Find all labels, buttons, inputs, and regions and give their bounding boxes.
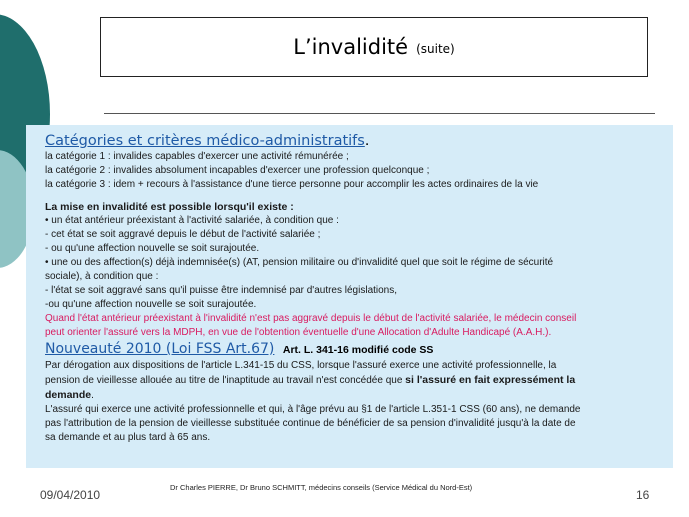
mdph-note-line: peut orienter l'assuré vers la MDPH, en vue de l'obtention éventuelle d'une Allocation d'Adulte Handicapé (A.A.H.). [45, 327, 552, 338]
categories-heading: Catégories et critères médico-administratifs [45, 133, 365, 149]
nouveaute-heading: Nouveauté 2010 (Loi FSS Art.67) [45, 341, 275, 357]
nouveaute-line: sa demande et au plus tard à 65 ans. [45, 432, 211, 443]
condition-line: • une ou des affection(s) déjà indemnisée(s) (AT, pension militaire ou d'invalidité quel que soit le régime de sécurité [45, 257, 554, 268]
categories-heading-end: . [364, 132, 370, 149]
nouveaute-line: pas l'attribution de la pension de vieillesse substituée continue de bénéficier de sa pension d'invalidité jusqu'à la date de [45, 418, 576, 429]
nouveaute-emphasis-end: demande [45, 389, 92, 401]
condition-line: sociale), à condition que : [45, 271, 159, 282]
categories-heading-row [45, 132, 673, 150]
article-ref: Art. L. 341-16 [282, 344, 349, 356]
nouveaute-line [45, 373, 673, 388]
nouveaute-period: . [91, 390, 94, 401]
condition-line: - ou qu'une affection nouvelle se soit surajoutée. [45, 243, 260, 254]
category-line: la catégorie 1 : invalides capables d'exercer une activité rémunérée ; [45, 151, 349, 162]
title-box [100, 17, 648, 77]
category-line: la catégorie 3 : idem + recours à l'assistance d'une tierce personne pour accomplir les actes ordinaires de la vie [45, 179, 539, 190]
condition-line: -ou qu'une affection nouvelle se soit surajoutée. [45, 299, 257, 310]
content-panel [26, 125, 673, 468]
mdph-note-line: Quand l'état antérieur préexistant à l'invalidité n'est pas aggravé depuis le début de l'activité salariée, le médecin conseil [45, 313, 577, 324]
nouveaute-line [45, 388, 673, 403]
nouveaute-heading-row [45, 340, 673, 359]
condition-line: - cet état se soit aggravé depuis le début de l'activité salariée ; [45, 229, 321, 240]
article-reference [283, 344, 434, 356]
footer-authors: Dr Charles PIERRE, Dr Bruno SCHMITT, médecins conseils (Service Médical du Nord-Est) [170, 483, 473, 492]
slide-title-suffix: (suite) [416, 42, 455, 56]
title-divider [104, 113, 655, 114]
conditions-heading: La mise en invalidité est possible lorsqu'il existe : [45, 201, 294, 213]
condition-line: • un état antérieur préexistant à l'activité salariée, à condition que : [45, 215, 339, 226]
page-number: 16 [636, 488, 650, 502]
category-line: la catégorie 2 : invalides absolument incapables d'exercer une profession quelconque ; [45, 165, 430, 176]
slide-title: L’invalidité [293, 35, 409, 59]
nouveaute-line: L'assuré qui exerce une activité professionnelle et qui, à l'âge prévu au §1 de l'article L.351-1 CSS (60 ans), ne demande [45, 404, 581, 415]
article-suffix: modifié code SS [348, 344, 434, 356]
nouveaute-line: Par dérogation aux dispositions de l'article L.341-15 du CSS, lorsque l'assuré exerce une activité professionnelle, la [45, 360, 557, 371]
footer-date: 09/04/2010 [40, 488, 101, 502]
nouveaute-line-text: pension de vieillesse allouée au titre de l'inaptitude au travail n'est concédée que [45, 375, 406, 386]
condition-line: - l'état se soit aggravé sans qu'il puisse être indemnisé par d'autres législations, [45, 285, 398, 296]
nouveaute-emphasis: si l'assuré en fait expressément la [405, 374, 576, 386]
